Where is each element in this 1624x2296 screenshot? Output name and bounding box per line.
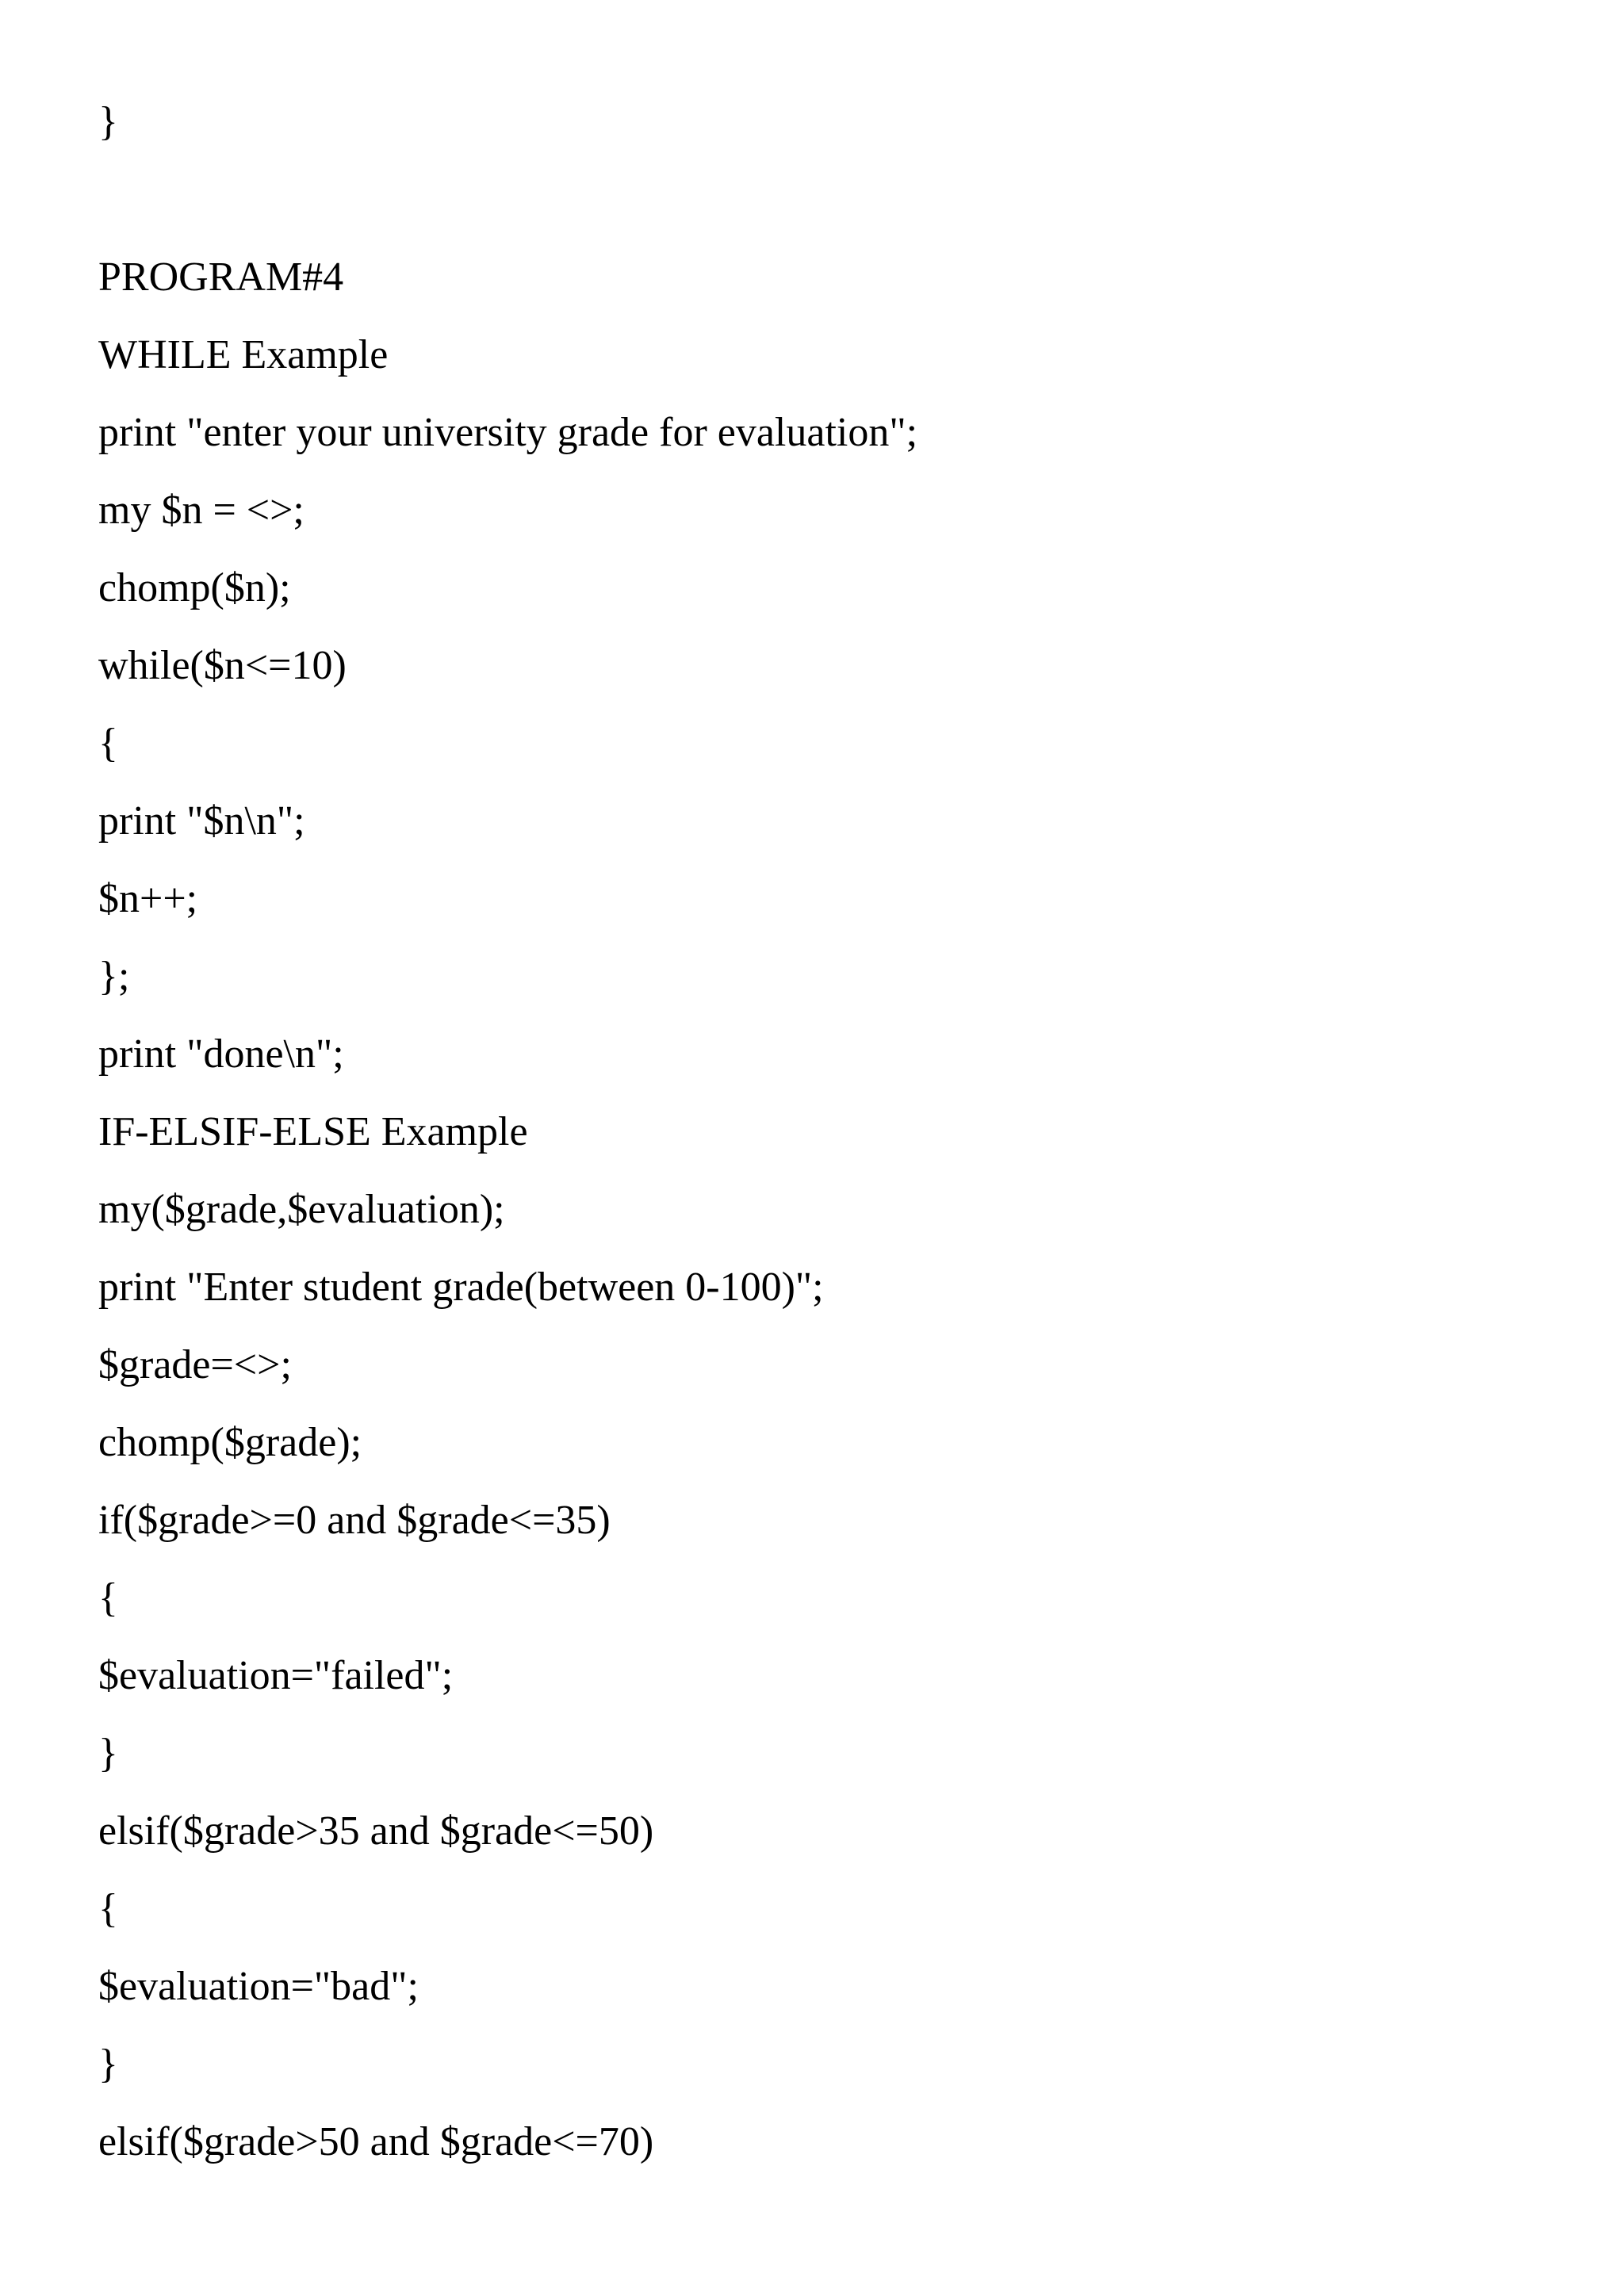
code-line: elsif($grade>35 and $grade<=50) (98, 1808, 654, 1854)
code-line: $evaluation="failed"; (98, 1653, 454, 1698)
if-elsif-else-example-heading: IF-ELSIF-ELSE Example (98, 1109, 528, 1154)
code-line: $evaluation="bad"; (98, 1964, 419, 2009)
code-line: print "done\n"; (98, 1031, 344, 1077)
code-line: $grade=<>; (98, 1342, 292, 1387)
code-line: chomp($n); (98, 565, 291, 610)
code-line: $n++; (98, 876, 198, 921)
code-line: my($grade,$evaluation); (98, 1187, 505, 1232)
closing-brace-line: } (98, 99, 118, 144)
code-line: print "Enter student grade(between 0-100)"; (98, 1265, 824, 1310)
code-line: { (98, 721, 118, 766)
code-line: print "enter your university grade for evaluation"; (98, 410, 918, 455)
code-line: { (98, 1886, 118, 1931)
code-line: chomp($grade); (98, 1420, 362, 1465)
code-line: while($n<=10) (98, 643, 347, 688)
while-example-heading: WHILE Example (98, 332, 389, 377)
code-line: }; (98, 954, 130, 999)
code-line: { (98, 1575, 118, 1621)
code-line: } (98, 2042, 118, 2087)
code-line: my $n = <>; (98, 488, 304, 533)
code-line: print "$n\n"; (98, 798, 305, 844)
code-line: } (98, 1731, 118, 1776)
code-line: if($grade>=0 and $grade<=35) (98, 1498, 611, 1543)
program-heading: PROGRAM#4 (98, 254, 344, 300)
code-line: elsif($grade>50 and $grade<=70) (98, 2119, 654, 2164)
